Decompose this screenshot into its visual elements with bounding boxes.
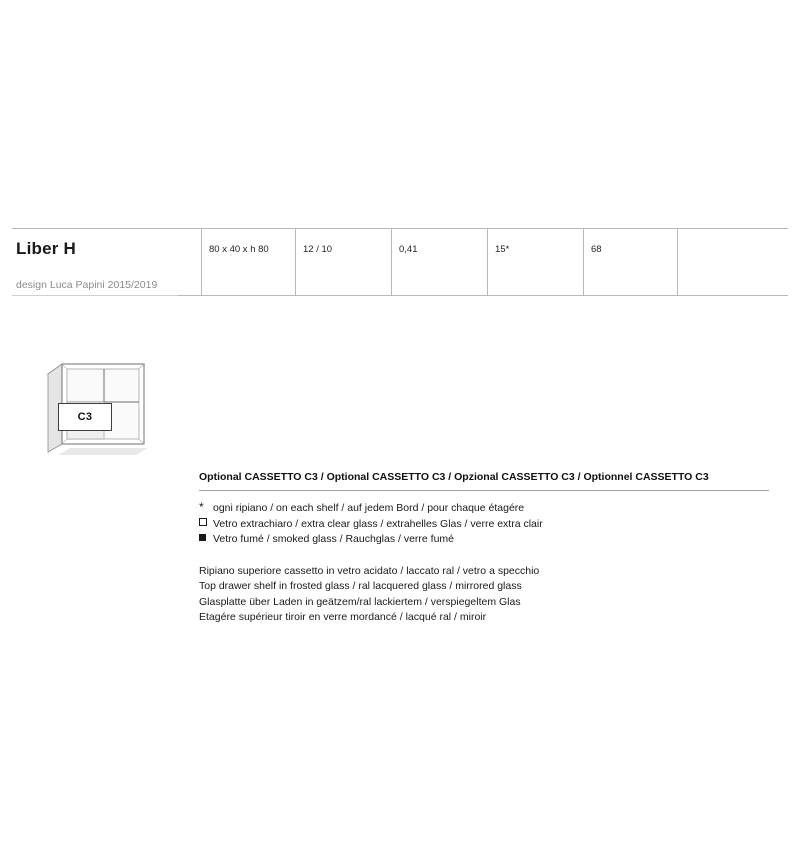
star-icon: * <box>199 500 204 514</box>
legend-item <box>199 517 769 533</box>
notes-block <box>199 564 769 626</box>
spec-value-thickness: 12 / 10 <box>303 244 333 255</box>
optional-heading: Optional CASSETTO C3 / Optional CASSETTO C3 / Opzional CASSETTO C3 / Optionnel CASSETTO C3 <box>199 470 769 491</box>
spec-table <box>12 228 788 296</box>
legend-item-label: ogni ripiano / on each shelf / auf jedem Bord / pour chaque étagére <box>213 502 525 514</box>
product-title-cell <box>12 229 201 295</box>
page-title: Liber H <box>16 239 76 258</box>
note-line: Glasplatte über Laden in geätzem/ral lackiertem / verspiegeltem Glas <box>199 595 521 608</box>
legend-item-label: Vetro extrachiaro / extra clear glass / extrahelles Glas / verre extra clair <box>213 517 543 530</box>
spec-cell-dimensions <box>201 229 295 295</box>
spec-cell-extra <box>677 229 788 295</box>
product-drawing <box>40 352 160 467</box>
spec-cell-weight <box>583 229 677 295</box>
spec-cell-volume <box>391 229 487 295</box>
spec-value-volume: 0,41 <box>399 244 418 255</box>
spec-cell-thickness <box>295 229 391 295</box>
drawing-label-c3: C3 <box>58 403 112 431</box>
note-line: Etagére supérieur tiroir en verre mordancé / lacqué ral / miroir <box>199 611 487 623</box>
legend-list <box>199 500 769 548</box>
legend-item <box>199 500 769 517</box>
designer-credit: design Luca Papini 2015/2019 <box>12 279 178 296</box>
square-open-icon <box>199 517 213 533</box>
spec-value-dimensions: 80 x 40 x h 80 <box>209 244 269 255</box>
spec-value-weight: 68 <box>591 244 602 255</box>
note-line: Top drawer shelf in frosted glass / ral lacquered glass / mirrored glass <box>199 580 522 592</box>
spec-value-shelves: 15* <box>495 244 510 255</box>
note-line: Ripiano superiore cassetto in vetro acidato / laccato ral / vetro a specchio <box>199 564 540 577</box>
spec-cell-shelves <box>487 229 583 295</box>
square-filled-icon <box>199 532 213 548</box>
optional-section <box>199 470 769 626</box>
spec-table-row <box>12 229 788 295</box>
legend-item-label: Vetro fumé / smoked glass / Rauchglas / verre fumé <box>213 533 455 545</box>
legend-item <box>199 532 769 548</box>
